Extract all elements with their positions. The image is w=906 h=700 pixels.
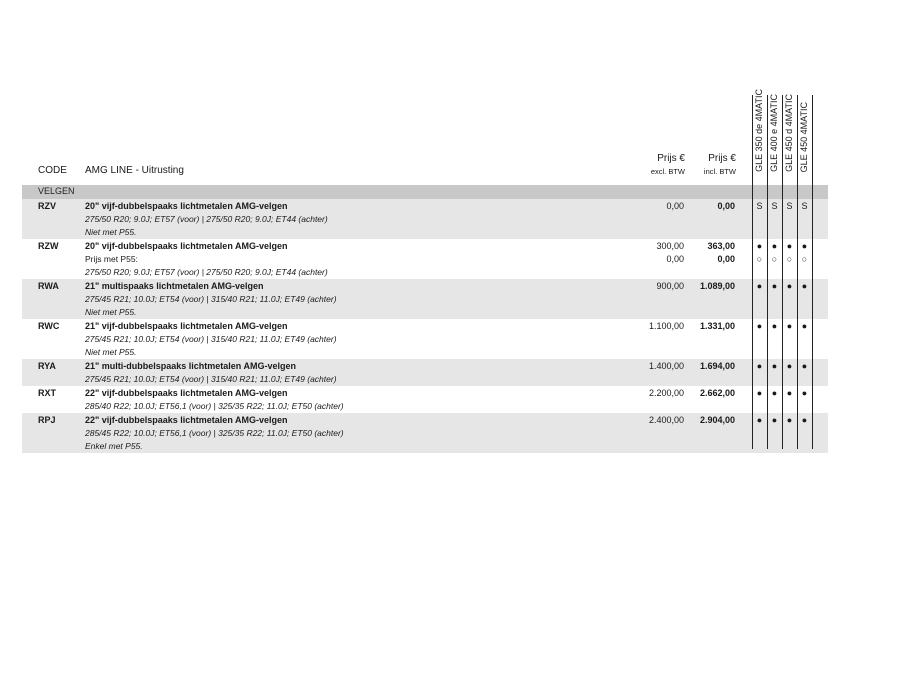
availability-mark: ●: [771, 321, 778, 331]
price-incl-value: 0,00: [717, 201, 735, 211]
availability-mark: ●: [771, 388, 778, 398]
table-title: AMG LINE - Uitrusting: [85, 165, 184, 176]
row-spec-text: 275/45 R21; 10.0J; ET54 (voor) | 315/40 R21; 11.0J; ET49 (achter): [85, 294, 337, 304]
price-incl-value: 2.662,00: [699, 388, 735, 398]
price-excl-value: 1.400,00: [648, 361, 684, 371]
availability-mark: S: [771, 201, 778, 211]
availability-mark: ●: [801, 281, 808, 291]
availability-mark: ●: [801, 321, 808, 331]
section-bar: [22, 185, 828, 199]
row-title-text: 21" multispaaks lichtmetalen AMG-velgen: [85, 281, 264, 291]
row-note-text: Niet met P55.: [85, 307, 137, 317]
availability-mark: ●: [801, 415, 808, 425]
column-divider: [752, 95, 753, 449]
table-row: [22, 239, 828, 279]
availability-mark: ●: [756, 388, 763, 398]
row-title-text: 22" vijf-dubbelspaaks lichtmetalen AMG-velgen: [85, 415, 288, 425]
price-incl-value: 363,00: [707, 241, 735, 251]
column-divider: [812, 95, 813, 449]
row-code: RWC: [38, 321, 60, 331]
availability-mark: ●: [771, 281, 778, 291]
price-incl-value: 1.694,00: [699, 361, 735, 371]
availability-mark: ●: [786, 281, 793, 291]
row-spec-text: 275/45 R21; 10.0J; ET54 (voor) | 315/40 R21; 11.0J; ET49 (achter): [85, 374, 337, 384]
availability-mark: ○: [801, 254, 808, 264]
row-title-text: 21" vijf-dubbelspaaks lichtmetalen AMG-velgen: [85, 321, 288, 331]
table-row: [22, 413, 828, 453]
price-excl-header: [651, 153, 685, 176]
model-header-2: GLE 400 e 4MATIC: [769, 94, 779, 172]
availability-mark: ●: [786, 321, 793, 331]
price-excl-value: 2.400,00: [648, 415, 684, 425]
availability-mark: ●: [756, 415, 763, 425]
table-row: [22, 319, 828, 359]
price-incl-value: 2.904,00: [699, 415, 735, 425]
availability-mark: ●: [756, 241, 763, 251]
price-excl-label: Prijs €: [657, 153, 685, 164]
table-row: [22, 279, 828, 319]
availability-mark: ○: [786, 254, 793, 264]
row-code: RXT: [38, 388, 56, 398]
section-label: VELGEN: [38, 186, 75, 196]
price-excl-value: 300,00: [656, 241, 684, 251]
availability-mark: ●: [756, 361, 763, 371]
availability-mark: ●: [756, 281, 763, 291]
code-column-header: CODE: [38, 165, 67, 176]
price-incl-value: 1.331,00: [699, 321, 735, 331]
availability-mark: ●: [786, 241, 793, 251]
column-divider: [797, 95, 798, 449]
row-code: RZW: [38, 241, 59, 251]
availability-mark: ●: [786, 361, 793, 371]
row-spec-text: 285/40 R22; 10.0J; ET56,1 (voor) | 325/35 R22; 11.0J; ET50 (achter): [85, 401, 344, 411]
row-title-text: 22" vijf-dubbelspaaks lichtmetalen AMG-velgen: [85, 388, 288, 398]
row-code: RZV: [38, 201, 56, 211]
row-title-text: 20" vijf-dubbelspaaks lichtmetalen AMG-velgen: [85, 201, 288, 211]
row-note-text: Niet met P55.: [85, 347, 137, 357]
row-spec-text: 285/45 R22; 10.0J; ET56,1 (voor) | 325/35 R22; 11.0J; ET50 (achter): [85, 428, 344, 438]
price-excl-sub: excl. BTW: [650, 167, 685, 176]
row-note-text: Enkel met P55.: [85, 441, 143, 451]
row-spec-text: 275/50 R20; 9.0J; ET57 (voor) | 275/50 R20; 9.0J; ET44 (achter): [85, 267, 328, 277]
row-spec-text: 275/45 R21; 10.0J; ET54 (voor) | 315/40 R21; 11.0J; ET49 (achter): [85, 334, 337, 344]
availability-mark: S: [786, 201, 793, 211]
column-divider: [767, 95, 768, 449]
availability-mark: ○: [771, 254, 778, 264]
availability-mark: ●: [786, 388, 793, 398]
row-note-text: Niet met P55.: [85, 227, 137, 237]
availability-mark: ●: [801, 241, 808, 251]
availability-mark: ●: [771, 361, 778, 371]
model-header-4: GLE 450 4MATIC: [799, 101, 809, 172]
availability-mark: ●: [771, 241, 778, 251]
price-incl-label: Prijs €: [708, 153, 736, 164]
availability-mark: ●: [786, 415, 793, 425]
price-incl-sub: incl. BTW: [703, 167, 736, 176]
price-excl-value: 0,00: [666, 254, 684, 264]
row-title-text: 20" vijf-dubbelspaaks lichtmetalen AMG-velgen: [85, 241, 288, 251]
row-code: RWA: [38, 281, 59, 291]
price-incl-header: [704, 153, 736, 176]
availability-mark: ○: [756, 254, 763, 264]
availability-mark: S: [801, 201, 808, 211]
model-header-1: GLE 350 de 4MATIC: [754, 89, 764, 172]
availability-mark: ●: [756, 321, 763, 331]
model-header-3: GLE 450 d 4MATIC: [784, 94, 794, 172]
row-plain-text: Prijs met P55:: [85, 254, 138, 264]
price-excl-value: 1.100,00: [648, 321, 684, 331]
price-excl-value: 900,00: [656, 281, 684, 291]
availability-mark: ●: [771, 415, 778, 425]
availability-mark: S: [756, 201, 763, 211]
availability-mark: ●: [801, 388, 808, 398]
price-incl-value: 1.089,00: [699, 281, 735, 291]
row-title-text: 21" multi-dubbelspaaks lichtmetalen AMG-velgen: [85, 361, 296, 371]
price-excl-value: 2.200,00: [648, 388, 684, 398]
row-code: RYA: [38, 361, 56, 371]
column-divider: [782, 95, 783, 449]
row-code: RPJ: [38, 415, 56, 425]
price-excl-value: 0,00: [666, 201, 684, 211]
row-spec-text: 275/50 R20; 9.0J; ET57 (voor) | 275/50 R20; 9.0J; ET44 (achter): [85, 214, 328, 224]
availability-mark: ●: [801, 361, 808, 371]
table-row: [22, 199, 828, 239]
price-incl-value: 0,00: [717, 254, 735, 264]
table-row: [22, 359, 828, 386]
table-row: [22, 386, 828, 413]
